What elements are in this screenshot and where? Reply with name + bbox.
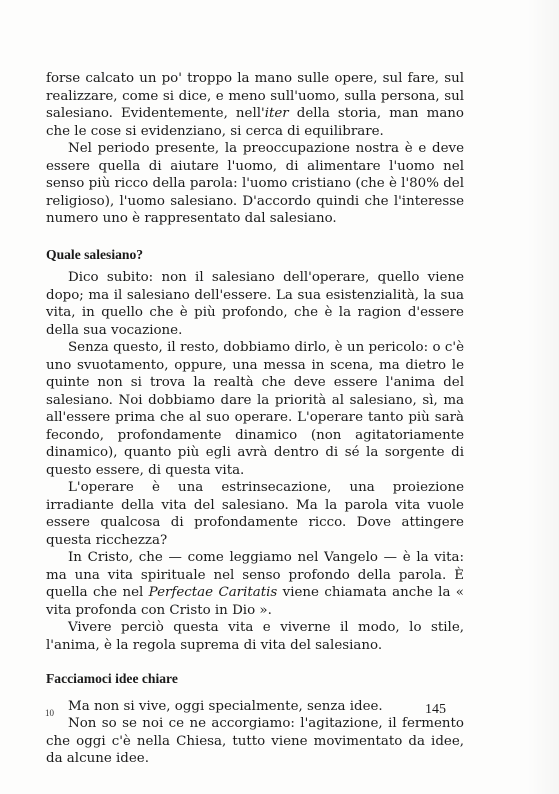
scan-edge-shadow	[527, 0, 559, 794]
paragraph: Ma non si vive, oggi specialmente, senza idee.	[68, 698, 383, 714]
section-heading-idee-chiare: Facciamoci idee chiare	[46, 671, 178, 686]
paragraph: Senza questo, il resto, dobbiamo dirlo, è un pericolo: o c'è uno svuotamento, oppure, una messa in scena, ma dietro le quinte non si trova la realtà che deve essere l'anima del salesiano. Noi dobbiamo dare la priorità al salesiano, sì, ma all'essere prima che al suo operare. L'operare tanto più sarà fecondo, profondamente dinamico (non agitatoriamente dinamico), quanto più egli avrà dentro di sé la sorgente di questo essere, di questa vita.	[46, 340, 464, 478]
text-run: della storia, man mano che le cose si evidenziano, si cerca di equilibrare.	[46, 106, 464, 139]
paragraph-continuation	[46, 70, 464, 140]
paragraph: Dico subito: non il salesiano dell'operare, quello viene dopo; ma il salesiano dell'essere. La sua esistenzialità, la sua vita, in quello che è più profondo, che è la ragion d'essere della sua vocazione.	[46, 270, 464, 338]
italic-term: iter	[264, 106, 289, 121]
page-number: 145	[425, 702, 446, 717]
paragraph	[46, 549, 464, 619]
paragraph: Non so se noi ce ne accorgiamo: l'agitazione, il fermento che oggi c'è nella Chiesa, tutto viene movimentato da idee, da alcune idee.	[46, 716, 464, 766]
italic-title: Perfectae Caritatis	[148, 585, 278, 600]
paragraph: Nel periodo presente, la preoccupazione nostra è e deve essere quella di aiutare l'uomo, di alimentare l'uomo nel senso più ricco della parola: l'uomo cristiano (che è l'80% del religioso), l'uomo salesiano. D'accordo quindi che l'interesse numero uno è rappresentato dal salesiano.	[46, 141, 464, 226]
paragraph: L'operare è una estrinsecazione, una proiezione irradiante della vita del salesiano. Ma la parola vita vuole essere qualcosa di profondamente ricco. Dove attingere questa ricchezza?	[46, 480, 464, 548]
text-run: forse calcato un po' troppo la mano sulle opere, sul fare, sul realizzare, come si dice, e meno sull'uomo, sulla persona, sul salesiano. Evidentemente, nell'	[46, 71, 464, 121]
section-heading-quale-salesiano: Quale salesiano?	[46, 246, 144, 262]
text-run: viene chiamata anche la « vita profonda con Cristo in Dio ».	[46, 585, 464, 618]
signature-mark: 10	[45, 708, 54, 718]
paragraph: Vivere perciò questa vita e viverne il modo, lo stile, l'anima, è la regola suprema di vita del salesiano.	[46, 620, 464, 653]
body-text	[46, 70, 464, 768]
text-run: In Cristo, che — come leggiamo nel Vangelo — è la vita: ma una vita spirituale nel senso profondo della parola. È quella che nel	[46, 550, 464, 600]
